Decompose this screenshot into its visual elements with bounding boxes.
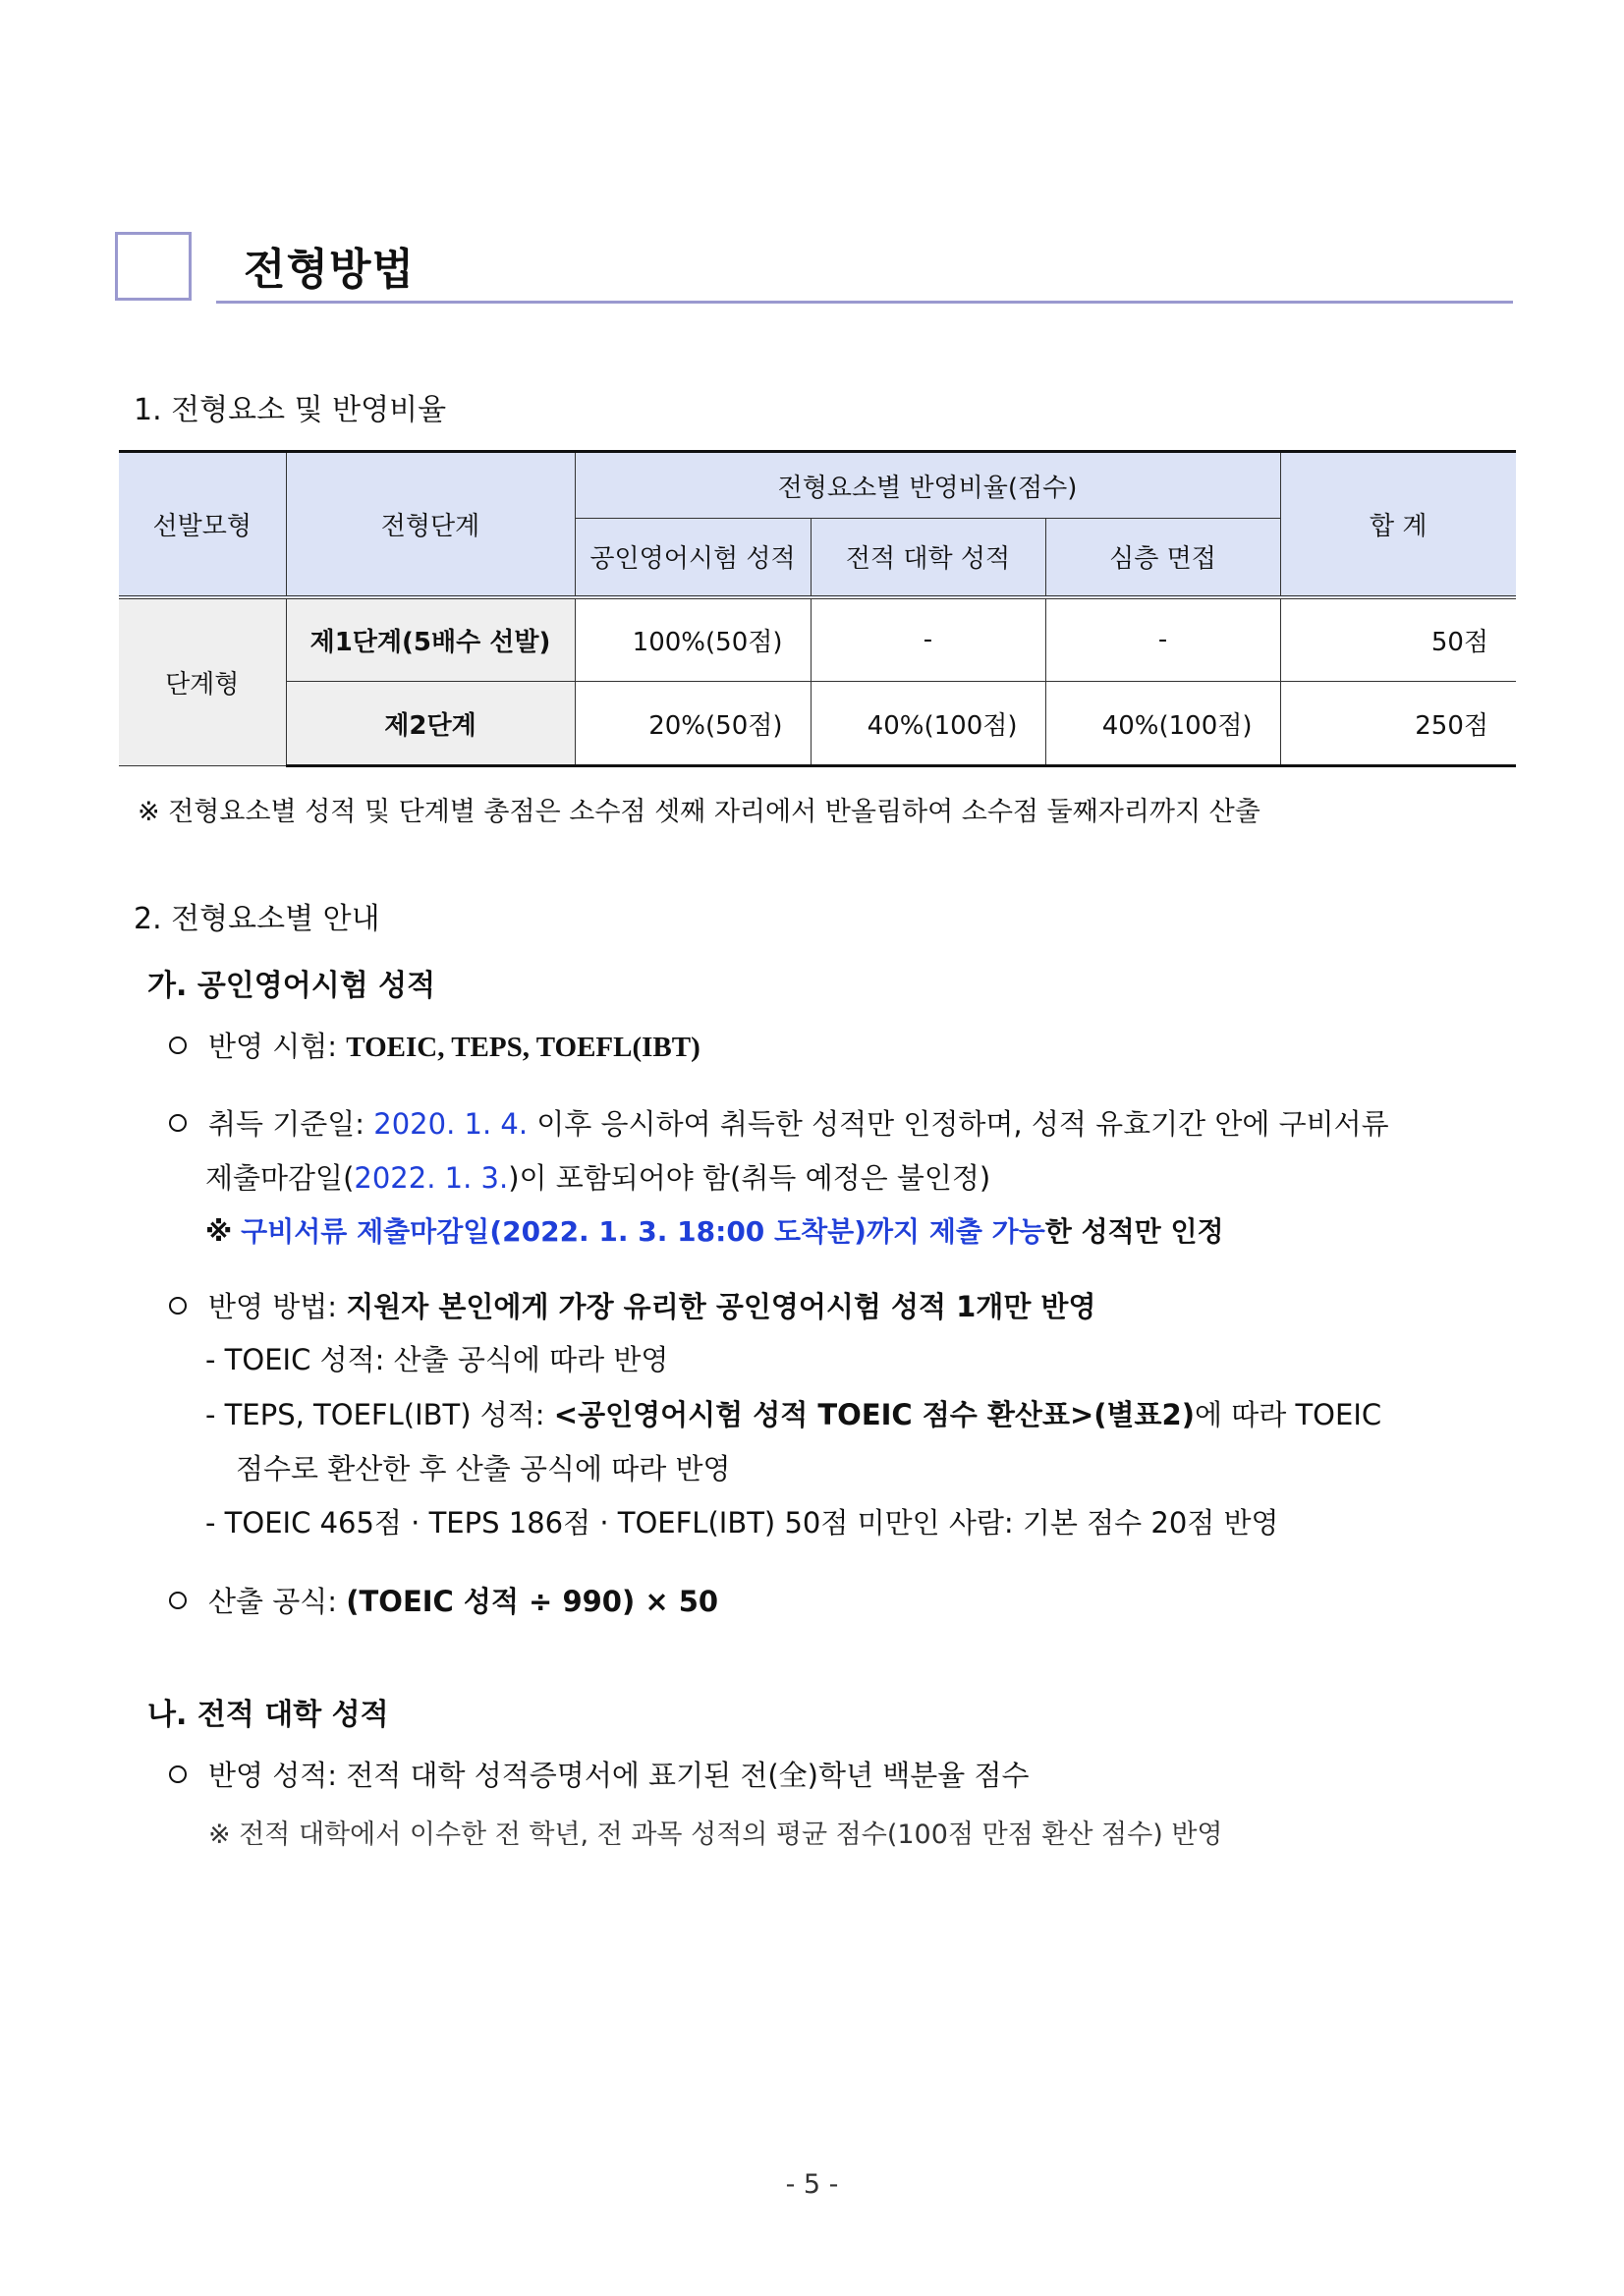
formula: (TOEIC 성적 ÷ 990) × 50 [346, 1585, 719, 1618]
item-text: 이후 응시하여 취득한 성적만 인정하며, 성적 유효기간 안에 구비서류 [536, 1107, 1389, 1141]
header-selection-type: 선발모형 [119, 452, 286, 597]
item-label: 산출 공식: [208, 1585, 338, 1618]
item-method [169, 1285, 1095, 1325]
method-detail-minimum: - TOEIC 465점 · TEPS 186점 · TOEFL(IBT) 50점 미만인 사람: 기본 점수 20점 반영 [205, 1506, 1279, 1540]
item-formula [169, 1580, 718, 1620]
title-decor-box [115, 232, 192, 301]
deadline-date: 2022. 1. 3. [354, 1161, 509, 1195]
subsection-b-heading: 나. 전적 대학 성적 [147, 1698, 389, 1732]
section-1-heading: 1. 전형요소 및 반영비율 [134, 393, 447, 427]
selection-ratio-table [119, 450, 1516, 767]
item-value: 지원자 본인에게 가장 유리한 공인영어시험 성적 1개만 반영 [346, 1290, 1096, 1323]
cell-stage-2: 제2단계 [286, 682, 575, 766]
conversion-table-ref: <공인영어시험 성적 TOEIC 점수 환산표>(별표2) [553, 1398, 1195, 1431]
bullet-icon [169, 1297, 187, 1315]
cell-stage2-interview: 40%(100점) [1045, 682, 1280, 766]
cell-selection-type: 단계형 [119, 597, 286, 766]
item-value: 전적 대학 성적증명서에 표기된 전(全)학년 백분율 점수 [346, 1759, 1030, 1792]
header-total: 합 계 [1280, 452, 1516, 597]
transfer-score-note: ※ 전적 대학에서 이수한 전 학년, 전 과목 성적의 평균 점수(100점 만점 환산 점수) 반영 [208, 1820, 1223, 1850]
item-base-date [169, 1102, 1389, 1143]
header-stage: 전형단계 [286, 452, 575, 597]
table-note: ※ 전형요소별 성적 및 단계별 총점은 소수점 셋째 자리에서 반올림하여 소수점 둘째자리까지 산출 [138, 797, 1260, 827]
item-label: 반영 방법: [208, 1290, 338, 1323]
subsection-a-heading: 가. 공인영어시험 성적 [147, 969, 436, 1003]
cell-stage1-english: 100%(50점) [575, 597, 811, 682]
header-interview: 심층 면접 [1045, 519, 1280, 597]
item-value: TOEIC, TEPS, TOEFL(IBT) [346, 1032, 700, 1063]
method-detail-teps: - TEPS, TOEFL(IBT) 성적: <공인영어시험 성적 TOEIC 점수 환산표>(별표2)에 따라 TOEIC [205, 1398, 1382, 1431]
title-underline [216, 301, 1513, 304]
cell-stage1-transfer: - [811, 597, 1045, 682]
deadline-note: ※ 구비서류 제출마감일(2022. 1. 3. 18:00 도착분)까지 제출 가능한 성적만 인정 [205, 1215, 1224, 1248]
item-label: 반영 시험: [208, 1030, 338, 1063]
cell-stage1-interview: - [1045, 597, 1280, 682]
item-label: 취득 기준일: [208, 1107, 365, 1141]
bullet-icon [169, 1036, 187, 1054]
cell-stage2-transfer: 40%(100점) [811, 682, 1045, 766]
bullet-icon [169, 1592, 187, 1609]
bullet-icon [169, 1765, 187, 1783]
section-2-heading: 2. 전형요소별 안내 [134, 902, 380, 936]
cell-stage2-english: 20%(50점) [575, 682, 811, 766]
item-exam-types [169, 1025, 700, 1065]
base-date: 2020. 1. 4. [373, 1107, 529, 1141]
cell-stage2-total: 250점 [1280, 682, 1516, 766]
item-base-date-cont: 제출마감일(2022. 1. 3.)이 포함되어야 함(취득 예정은 불인정) [205, 1161, 991, 1195]
cell-stage-1: 제1단계(5배수 선발) [286, 597, 575, 682]
item-label: 반영 성적: [208, 1759, 338, 1792]
deadline-note-highlight: 구비서류 제출마감일(2022. 1. 3. 18:00 도착분)까지 제출 가능 [241, 1215, 1045, 1248]
method-detail-toeic: - TOEIC 성적: 산출 공식에 따라 반영 [205, 1343, 669, 1376]
header-english-score: 공인영어시험 성적 [575, 519, 811, 597]
header-element-ratio: 전형요소별 반영비율(점수) [575, 452, 1280, 519]
page-title: 전형방법 [244, 245, 416, 295]
cell-stage1-total: 50점 [1280, 597, 1516, 682]
header-transfer-score: 전적 대학 성적 [811, 519, 1045, 597]
item-transfer-score [169, 1754, 1030, 1794]
bullet-icon [169, 1114, 187, 1132]
page-number: - 5 - [785, 2169, 839, 2200]
method-detail-teps-cont: 점수로 환산한 후 산출 공식에 따라 반영 [236, 1452, 731, 1485]
